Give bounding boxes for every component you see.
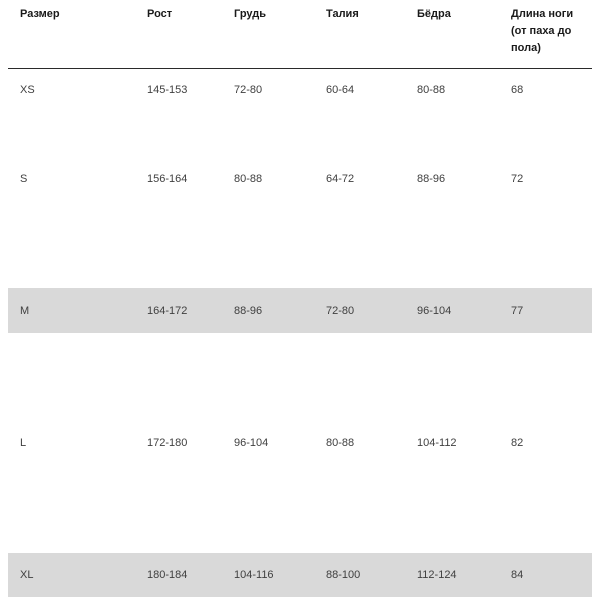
cell-waist: 72-80 — [326, 305, 355, 317]
table-row — [8, 553, 592, 597]
cell-height: 156-164 — [147, 173, 188, 185]
cell-leg: 84 — [511, 569, 524, 581]
cell-size: XS — [20, 84, 35, 96]
cell-waist: 80-88 — [326, 437, 355, 449]
table-row — [8, 288, 592, 333]
cell-waist: 88-100 — [326, 569, 361, 581]
cell-leg: 68 — [511, 84, 524, 96]
header-height: Рост — [147, 8, 173, 20]
cell-chest: 96-104 — [234, 437, 269, 449]
cell-size: XL — [20, 569, 34, 581]
header-leg-length: Длина ноги (от паха до пола) — [511, 8, 574, 54]
cell-size: L — [20, 437, 27, 449]
table-row — [8, 69, 592, 129]
cell-hips: 104-112 — [417, 437, 457, 449]
cell-hips: 80-88 — [417, 84, 446, 96]
cell-hips: 88-96 — [417, 173, 446, 185]
cell-hips: 112-124 — [417, 569, 457, 581]
table-row — [8, 160, 592, 220]
size-chart-table — [8, 0, 592, 581]
cell-hips: 96-104 — [417, 305, 452, 317]
cell-chest: 72-80 — [234, 84, 263, 96]
cell-chest: 104-116 — [234, 569, 274, 581]
table-row — [8, 420, 592, 480]
cell-size: M — [20, 305, 30, 317]
cell-height: 145-153 — [147, 84, 188, 96]
cell-height: 172-180 — [147, 437, 188, 449]
cell-size: S — [20, 173, 28, 185]
cell-waist: 64-72 — [326, 173, 355, 185]
cell-height: 180-184 — [147, 569, 188, 581]
header-waist: Талия — [326, 8, 359, 20]
cell-height: 164-172 — [147, 305, 188, 317]
header-chest: Грудь — [234, 8, 266, 20]
cell-leg: 72 — [511, 173, 524, 185]
table-header-row — [8, 0, 592, 69]
cell-chest: 80-88 — [234, 173, 263, 185]
cell-leg: 82 — [511, 437, 524, 449]
header-hips: Бёдра — [417, 8, 451, 20]
cell-waist: 60-64 — [326, 84, 355, 96]
cell-chest: 88-96 — [234, 305, 263, 317]
cell-leg: 77 — [511, 305, 524, 317]
header-size: Размер — [20, 8, 60, 20]
